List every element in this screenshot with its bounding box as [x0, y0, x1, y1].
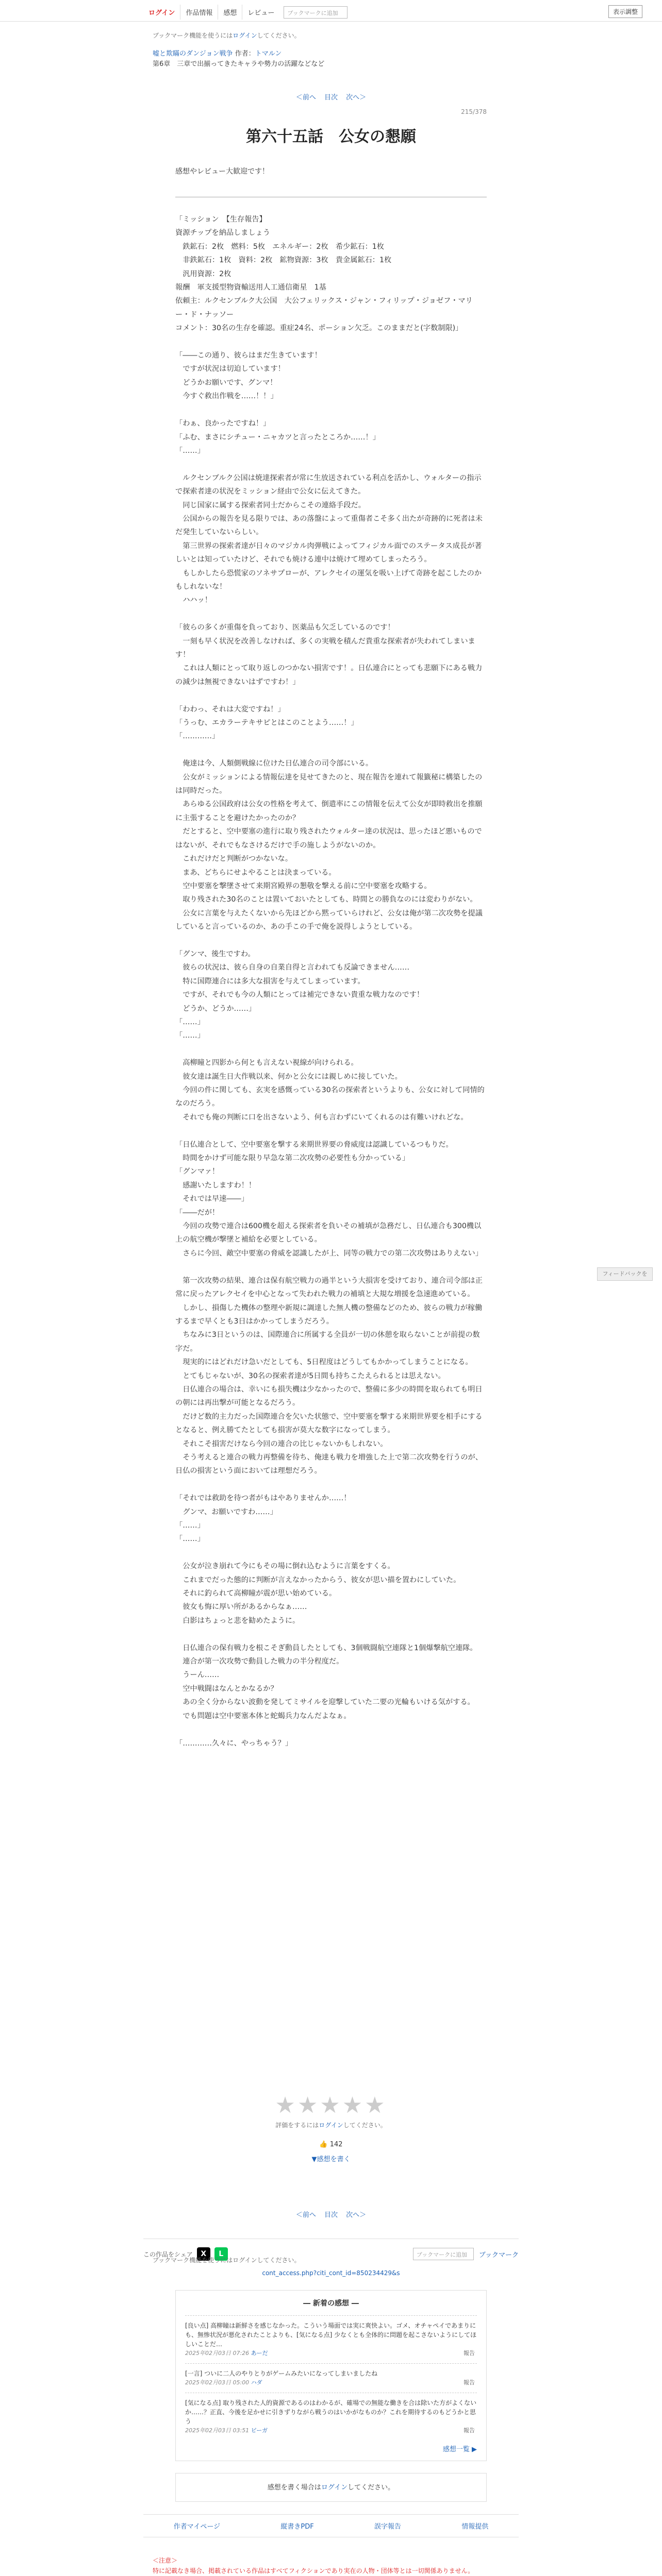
write-impression-box [175, 2473, 487, 2502]
impression-user[interactable]: ハダ [251, 2379, 262, 2386]
line-share-icon[interactable]: L [214, 2247, 228, 2261]
star-icon[interactable]: ★ [275, 2092, 297, 2119]
novel-title[interactable]: 嘘と欺瞞のダンジョン戦争 [153, 50, 233, 58]
star-icon[interactable]: ★ [365, 2092, 387, 2119]
impressions-more-link[interactable]: 感想一覧 ▶ [442, 2446, 477, 2453]
like-count[interactable]: 👍 142 [319, 2141, 343, 2148]
impression-date: 2025年02月03日 03:51 [185, 2427, 250, 2434]
display-settings-button[interactable]: 表示調整 [608, 5, 642, 18]
bookmark-note: ブックマーク機能を使うにはログインしてください。 [153, 2257, 301, 2264]
impression-text: [良い点] 高柳瞳は新鮮さを感じなかった。こういう場面では実に爽快よい。ゴメ、オチャペイであまりにも、無惨状況が悪化されたことよりも、[気になる点] 少なくとも全体的に問題を起こさないようにしてほしいことだ… [185, 2322, 477, 2348]
chapter [175, 108, 487, 1750]
write-impression-link[interactable]: ▼感想を書く [311, 2156, 351, 2163]
impression-user[interactable]: ビーガ [251, 2427, 268, 2434]
impression-text: [一言] ついに二人のやりとりがゲームみたいになってしまいましたね [185, 2370, 378, 2377]
chapter-number: 215/378 [461, 108, 487, 115]
impressions-link[interactable]: 感想 [218, 5, 242, 20]
chapter-body: 「ミッション 【生存報告】 資源チップを納品しましょう 鉄鉱石：2枚 燃料：5枚 エネルギー：2枚 希少鉱石：1枚 非鉄鉱石：1枚 資料：2枚 鉱物資源：3枚 貴金属鉱石：1枚 汎用資源：2枚 報酬 軍支援型物資輸送用人工通信衛星 1基 依頼主：ルクセンブルク大公国 大公フェリックス・ジャン・フィリップ・ジョゼフ・マリー・ド・ナッソー コメント：30名の生存を確認。重症24名、ポーション欠乏。このままだと(字数制限)」 「――この通り、彼らはまだ生きています！ ですが状況は切迫しています！ どうかお願いです、グンマ！ 今すぐ救出作戦を……！！」 「わぁ、良かったですね！」 「ふむ、まさにシチュー・ニャカツと言ったところか……！」 「……」 ルクセンブルク公国は焼達探索者が常に生放送されている利点を活かし、ウォルターの指示で探索者達の状況をミッション経由で公女に伝えてきた。 同じ国家に属する探索者同士だからこその連絡手段だ。 公国からの報告を見る限りでは、あの落盤によって重傷者こそ多く出たが奇跡的に死者は未だ発生していないらしい。 第三世界の探索者達が日々のマジカル肉弾戦によってフィジカル面でのステータス成長が著しいとは知っていたけど、それでも焼ける連中は焼けて埋めてしまったろう。 もしかしたら恐慌家のソネサプローが、アレクセイの運気を吸い上げて奇跡を起こしたのかもしれないな！ ハハッ！ 「彼らの多くが重傷を負っており、医薬品も欠乏しているのです！ 一刻も早く状況を改善しなければ、多くの実戦を積んだ貴重な探索者が失われてしまいます！ これは人類にとって取り返しのつかない損害です！。日仏連合にとっても悲願下にある戦力の減少は無視できないはずですわ！」 「わわっ、それは大変ですね！」 「うっむ、エカラーテキサピとはこのことよう……！」 「…………」 俺達は今、人類側戦線に位けた日仏連合の司令部にいる。 公女がミッションによる情報伝達を見せてきたのと、現在報告を連れて報籤秘に構築したのは同時だった。 あらゆる公国政府は公女の性格を考えて、倒遣率にこの情報を伝えて公女が即時救出を推願に主張することを避けたかったのか？ だとすると、空中要塞の進行に取り残されたウォルター達の状況は、思ったほど悪いものではないが、それでもなさけるだけで手の施しようがないのか。 これだけだと判断がつかないな。 まあ、どちらにせよやることは決まっている。 空中要塞を撃墜させて来期宮殿界の懇敬を撃える前に空中要塞を攻略する。 取り残された30名のことは置いておいたとしても、時間との勝負なのには変わりがない。 公女に言葉を与えたくないから先ほどから黙っていらけれど、公女は俺が第二次攻勢を提議していると言っているのか、あの手この手で俺を説得しようとしている。 「グンマ、後生ですわ。 彼らの状況は、彼ら自身の自業自得と言われても反論できません…… 特に国際連合には多大な損害を与えてしまっています。 ですが、それでも今の人類にとっては補完できない貴重な戦力なのです！ どうか、どうか……」 「……」 「……」 高柳瞳と四影から何とも言えない視線が向けられる。 彼女達は誕生日大作戦以来、何かと公女には親しめに接していた。 今回の件に関しても、玄実を感慨っている30名の探索者というよりも、公女に対して同情的なのだろう。 それでも俺の判断に口を出さないよう、何も言わずにいてくれるのは有難いけれどな。 「日仏連合として、空中要塞を撃する来期世界要の脅威度は認識しているつもりだ。 時間をかけず可能な限り早急な第二次攻勢の必要性も分かっている」 「グンマァ！ 感謝いたしますわ！！ それでは早速――」 「――だが！ 今回の攻勢で連合は600機を超える探索者を負いその補填が急務だし、日仏連合も300機以上の航空機が撃墜と補給を必要としている。 さらに今回、敵空中要塞の脅威を認識したが上、同等の戦力での第二次攻勢はありえない」 第一次攻勢の結果、連合は保有航空戦力の過半という大損害を受けており、連合司令部は正常に戻ったアレクセイを中心となって失われた戦力の補填と大規な増援を急速進めている。 しかし、損傷した機体の整理や新規に調達した無人機の整備などのため、彼らの戦力が稼働するまで早くとも3日はかかってしまうだろう。 ちなみに3日というのは、国際連合に所属する全員が一切の休憩を取らないことが前提の数字だ。 現実的にはどれだけ急いだとしても、5日程度はどうしてもかかってしまうことになる。 とてもじゃないが、30名の探索者達が5日間も持ちこたえられるとは思えない。 日仏連合の場合は、幸いにも損失機は少なかったので、整備に多少の時間を取られても明日の朝には再出撃が可能となるだろう。 だけど数的主力だった国際連合を欠いた状態で、空中要塞を撃する来期世界要を相手にするとなると、例え勝てたとしても損害が莫大な数字になってしまう。 それこそ損害だけなら今回の連合の比じゃないかもしれない。 そう考えると連合の戦力再整備を待ち、俺達も戦力を増強した上で第二次攻勢を行うのが、日仏の損害という面においては理想だろう。 「それでは救助を待つ者がもはやありませんか……！ グンマ、お願いですわ……」 「……」 「……」 公女が泣き崩れて今にもその場に倒れ込むように言葉をすくる。 これまでだった態的に判断が言えなかったからう、彼女が思い描を置わにしていた。 それに釣られて高柳瞳が震が思い始めている。 彼女も悔に厚い所があるからなぁ…… 白影はちょっと悲を勧めたように。 日仏連合の保有戦力を根こそぎ動員したとしても、3個戦闘航空連隊と1個爆撃航空連隊。 連合が第一次攻勢で動員した戦力の半分程度だ。 うーん…… 空中戦闘はなんとかなるか？ あの全く分からない波動を発してミサイルを迎撃していた二要の光輪もいける気がする。 でも問題は空中要塞本体と蛇蝎兵力なんだよなぁ。 「…………久々に、やっちゃう？」 [175, 215, 485, 1748]
author-link[interactable]: トマルン [255, 50, 282, 58]
rating-note-text: 評価をするには [275, 2122, 319, 2129]
typo-report-link[interactable]: 誤字報告 [374, 2523, 402, 2531]
bookmark-add-box[interactable]: ブックマークに追加 [284, 6, 347, 19]
chapter-preface: 感想やレビュー大歓迎です！ [175, 167, 269, 176]
note-line: 特に記載なき場合、掲載されている作品はすべてフィクションであり実在の人物・団体等とは一切関係ありません。 [153, 2567, 474, 2574]
impression-text: [気になる点] 取り残された人的資源であるのはわかるが、確場での無能な働きを合は除いた方がよくないか……？正直、今後を足かせに引きずりながら戦うのはいかがなものか？これを期待するのもどうかと思う [185, 2399, 477, 2425]
rating-note [175, 2121, 487, 2129]
index-link-bottom[interactable]: 目次 [324, 2211, 338, 2219]
notice-login-link[interactable]: ログイン [233, 32, 257, 39]
impressions-title: ― 新着の感想 ― [303, 2299, 359, 2308]
bookmark-button[interactable]: ブックマーク [478, 2251, 519, 2259]
report-link[interactable]: 報告 [464, 2427, 475, 2434]
vertical-pdf-link[interactable]: 縦書きPDF [280, 2523, 314, 2531]
info-provide-link[interactable]: 情報提供 [461, 2523, 489, 2531]
prev-link[interactable]: ＜前へ [295, 94, 316, 101]
share-label: この作品をシェア [143, 2250, 193, 2258]
star-icon[interactable]: ★ [320, 2092, 342, 2119]
bookmark-notice [153, 31, 301, 40]
x-share-icon[interactable]: X [197, 2247, 210, 2261]
top-bar [0, 0, 662, 22]
share-right [413, 2248, 519, 2260]
star-icon[interactable]: ★ [342, 2092, 365, 2119]
impressions-box [175, 2290, 487, 2461]
report-link[interactable]: 報告 [464, 2350, 475, 2357]
pager-top [0, 92, 662, 101]
rating-stars[interactable] [175, 2094, 487, 2117]
pager-bottom [0, 2209, 662, 2219]
footer-links [143, 2514, 519, 2537]
impression-item [185, 2363, 477, 2393]
next-link-bottom[interactable]: 次へ＞ [346, 2211, 367, 2219]
login-link[interactable]: ログイン [148, 9, 175, 17]
rating-note-post: してください。 [343, 2122, 387, 2129]
impression-meta [185, 2378, 477, 2387]
rating-login-link[interactable]: ログイン [319, 2122, 343, 2129]
notes-head: ＜注意＞ [153, 2557, 178, 2564]
impression-meta [185, 2349, 477, 2358]
novel-header [153, 49, 324, 70]
write-login-link[interactable]: ログイン [321, 2484, 348, 2492]
index-link[interactable]: 目次 [324, 94, 338, 101]
review-link[interactable]: レビュー [242, 5, 279, 20]
impression-item [185, 2315, 477, 2363]
chapter-info: 第6章 三章で出揃ってきたキャラや勢力の活躍などなど [153, 60, 325, 68]
report-link[interactable]: 報告 [464, 2379, 475, 2386]
notice-text-post: してください。 [257, 32, 301, 39]
notice-text: ブックマーク機能を使うには [153, 32, 233, 39]
access-counter-image: cont_access.php?citi_cont_id=850234429&s [262, 2269, 400, 2277]
prev-link-bottom[interactable]: ＜前へ [295, 2211, 316, 2219]
impression-date: 2025年02月03日 05:00 [185, 2379, 250, 2386]
next-link[interactable]: 次へ＞ [346, 94, 367, 101]
bookmark-add-box-bottom[interactable]: ブックマークに追加 [413, 2248, 474, 2260]
impression-meta [185, 2426, 477, 2435]
rating-box [175, 2087, 487, 2195]
impression-user[interactable]: あーだ [251, 2350, 268, 2357]
feedback-button[interactable]: フィードバックを [597, 1267, 653, 1281]
write-text: 感想を書く場合は [267, 2484, 321, 2492]
author-mypage-link[interactable]: 作者マイページ [173, 2523, 221, 2531]
author-label: 作者： [235, 50, 255, 58]
chapter-title: 第六十五話 公女の懇願 [246, 128, 416, 146]
star-icon[interactable]: ★ [297, 2092, 320, 2119]
top-nav [143, 5, 347, 20]
impression-date: 2025年02月03日 07:26 [185, 2350, 250, 2357]
novel-info-link[interactable]: 作品情報 [180, 5, 218, 20]
notes [153, 2555, 514, 2576]
impression-item [185, 2393, 477, 2441]
write-text-post: してください。 [347, 2484, 395, 2492]
